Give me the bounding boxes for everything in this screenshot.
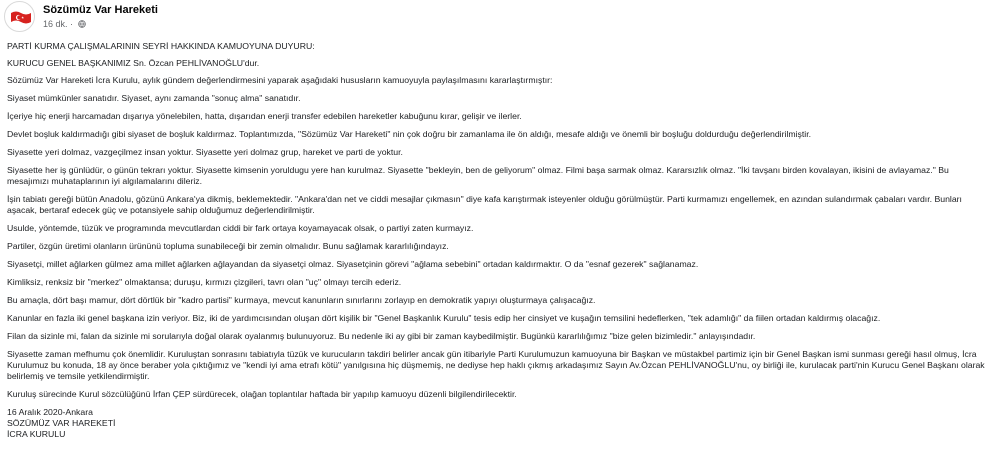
page-name-link[interactable]: Sözümüz Var Hareketi — [43, 4, 158, 16]
post-paragraph: İşin tabiatı gereği bütün Anadolu, gözünü Ankara'ya dikmiş, beklemektedir. "Ankara'dan net ve ciddi mesajlar çıkmasın" diye kafa karıştırmak isteyenler olduğu görülmüştür. Parti kurmamızı engellemek, en azından sulandırmak çabaları vardır. Bunları aşacak, bertaraf edecek güç ve potansiyele sahip olduğumuz değerlendirilmiştir. — [7, 194, 962, 215]
post-paragraph: KURUCU GENEL BAŞKANIMIZ Sn. Özcan PEHLİVANOĞLU'dur. — [7, 58, 260, 68]
signature-org: SÖZÜMÜZ VAR HAREKETİ — [7, 418, 116, 428]
post-paragraph: Bu amaçla, dört başı mamur, dört dörtlük bir "kadro partisi" kurmaya, mevcut kanunların sınırlarını zorlayıp en demokratik yapıyı oluşturmaya çalışacağız. — [7, 295, 596, 305]
post-paragraph: Kanunlar en fazla iki genel başkana izin veriyor. Biz, iki de yardımcısından oluşan dört kişilik bir "Genel Başkanlık Kurulu" tesis edip her cinsiyet ve kuşağın temsilini hedeflerken, "tek adamlığı" da fiilen ortadan kaldırmış olacağız. — [7, 313, 881, 323]
post-paragraph: Kimliksiz, renksiz bir "merkez" olmaktansa; duruşu, kırmızı çizgileri, tavrı olan "uç" olmayı tercih ederiz. — [7, 277, 402, 287]
post-paragraph: Siyasette her iş günlüdür, o günün tekrarı yoktur. Siyasette kimsenin yoruldugu yere han kurulmaz. Siyasette "bekleyin, ben de geliyorum" olmaz. Filmi başa sarmak olmaz. Kararsızlık olmaz. "İki tavşanı birden kovalayan, ikisini de avlayamaz." Bu mesajımızı muhataplarının iyi algılamalarını dileriz. — [7, 165, 949, 186]
post-paragraph: Partiler, özgün üretimi olanların ürününü topluma sunabileceği bir zemin olmalıdır. Bunu sağlamak kararlılığındayız. — [7, 241, 449, 251]
signature-date: 16 Aralık 2020-Ankara — [7, 407, 93, 417]
post-paragraph: Usulde, yöntemde, tüzük ve programında mevcutlardan ciddi bir fark ortaya koyamayacak olsak, o partiyi zaten kurmayız. — [7, 223, 474, 233]
globe-icon — [78, 20, 86, 28]
post-paragraph: İçeriye hiç enerji harcamadan dışarıya yönelebilen, hatta, dışarıdan enerji transfer edebilen hareketler kabuğunu kırar, gelişir ve ilerler. — [7, 111, 522, 121]
post-paragraph: Kuruluş sürecinde Kurul sözcülüğünü İrfan ÇEP sürdürecek, olağan toplantılar haftada bir yapılıp kamuoyu düzenli bilgilendirilecektir. — [7, 389, 517, 399]
post-paragraph: Filan da sizinle mi, falan da sizinle mi sorularıyla doğal olarak oyalanmış bulunuyoruz. Bu nedenle iki ay gibi bir zaman kaybedilmiştir. Bugünkü kararlılığımız "bize gelen bizimledir." anlayışındadır. — [7, 331, 756, 341]
post-header — [2, 0, 402, 34]
post-paragraph: Siyasette zaman mefhumu çok önemlidir. Kuruluştan sonrasını tabiatıyla tüzük ve kurucuların takdiri belirler ancak gün itibariyle Parti Kurulumuzun kamuoyuna bir Başkan ve müstakbel partimiz için bir Genel Başkan ismi sunması gereği hasıl olmuş, İcra Kurulumuz bu konuda, 18 ay önce beraber yola çıktığımız ve "kendi iyi ama etrafı kötü" yanılgısına hiç düşmemiş, ne dediyse hep haklı çıkmış arkadaşımız Sayın Av.Özcan PEHLİVANOĞLU'nu, oy birliği ile, kurulacak parti'nin Kurucu Genel Başkanı olarak belirlemiş ve temsile yetkilendirmiştir. — [7, 349, 985, 381]
post-paragraph: Siyaset mümkünler sanatıdır. Siyaset, aynı zamanda "sonuç alma" sanatıdır. — [7, 93, 301, 103]
post-heading: PARTİ KURMA ÇALIŞMALARININ SEYRİ HAKKINDA KAMUOYUNA DUYURU: — [7, 41, 315, 51]
post-paragraph: Devlet boşluk kaldırmadığı gibi siyaset de boşluk kaldırmaz. Toplantımızda, "Sözümüz Var Hareketi" nin çok doğru bir zamanlama ile ön aldığı, mesafe aldığı ve önemli bir boşluğu doldurduğu değerlendirilmiştir. — [7, 129, 812, 139]
post-timestamp[interactable]: 16 dk. — [43, 19, 68, 29]
signature-board: İCRA KURULU — [7, 429, 66, 439]
flag-logo-icon — [5, 2, 35, 32]
post-body — [7, 41, 992, 440]
post-paragraph: Sözümüz Var Hareketi İcra Kurulu, aylık gündem değerlendirmesini yaparak aşağıdaki hususların kamuoyuyla paylaşılmasını kararlaştırmıştır: — [7, 75, 553, 85]
post-meta: 16 dk. · — [43, 19, 86, 29]
page-avatar[interactable] — [4, 1, 35, 32]
post-paragraph: Siyasetçi, millet ağlarken gülmez ama millet ağlarken ağlayandan da siyasetçi olmaz. Siyasetçinin görevi "ağlama sebebini" ortadan kaldırmaktır. O da "esnaf gezerek" sağlanamaz. — [7, 259, 699, 269]
post-paragraph: Siyasette yeri dolmaz, vazgeçilmez insan yoktur. Siyasette yeri dolmaz grup, hareket ve parti de yoktur. — [7, 147, 403, 157]
